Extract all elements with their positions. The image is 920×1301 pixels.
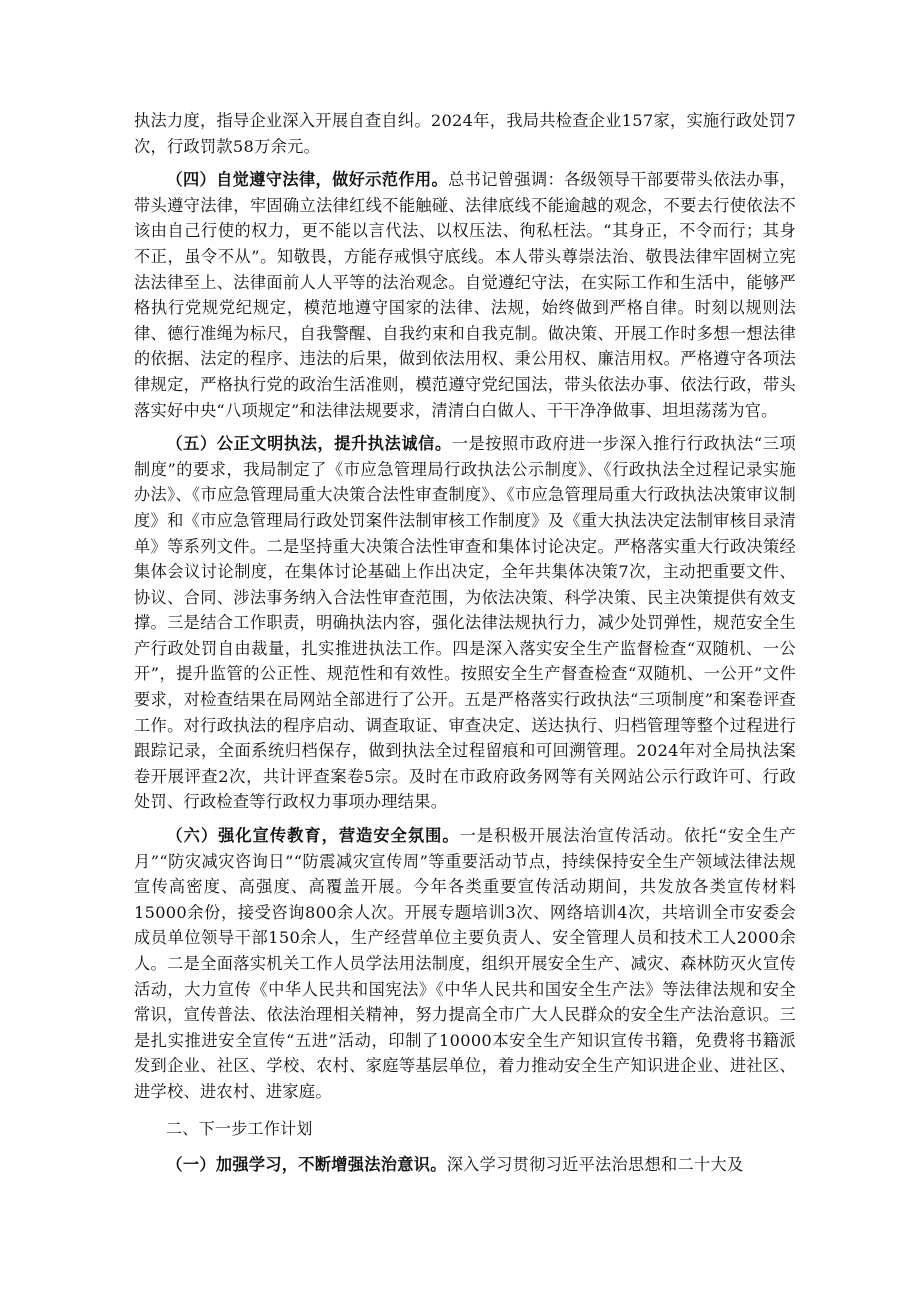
section-5-body: 一是按照市政府进一步深入推行行政执法“三项制度”的要求，我局制定了《市应急管理局行政执法公示制度》、《行政执法全过程记录实施办法》、《市应急管理局重大决策合法性审查制度》、《市应急管理局重大行政执法决策审议制度》和《市应急管理局行政处罚案件法制审核工作制度》及《重大执法决定法制审核目录清单》等系列文件。二是坚持重大决策合法性审查和集体讨论决定。严格落实重大行政决策经集体会议讨论制度，在集体讨论基础上作出决定，全年共集体决策7次，主动把重要文件、协议、合同、涉法事务纳入合法性审查范围，为依法决策、科学决策、民主决策提供有效支撑。三是结合工作职责，明确执法内容，强化法律法规执行力，减少处罚弹性，规范安全生产行政处罚自由裁量，扎实推进执法工作。四是深入落实安全生产监督检查“双随机、一公开”，提升监管的公正性、规范性和有效性。按照安全生产督查检查“双随机、一公开”文件要求，对检查结果在局网站全部进行了公开。五是严格落实行政执法“三项制度”和案卷评查工作。对行政执法的程序启动、调查取证、审查决定、送达执行、归档管理等整个过程进行跟踪记录，全面系统归档保存，做到执法全过程留痕和可回溯管理。2024年对全局执法案卷开展评查2次，共计评查案卷5宗。及时在市政府政务网等有关网站公示行政许可、行政处罚、行政检查等行政权力事项办理结果。 [134, 434, 796, 812]
plan-1-body: 深入学习贯彻习近平法治思想和二十大及 [446, 1155, 744, 1175]
section-4-heading: （四）自觉遵守法律，做好示范作用。 [166, 170, 449, 190]
paragraph-enforcement-stats [134, 108, 796, 159]
paragraph-body: 执法力度，指导企业深入开展自查自纠。2024年，我局共检查企业157家，实施行政处罚7次，行政罚款58万余元。 [134, 111, 796, 156]
section-4-body: 总书记曾强调：各级领导干部要带头依法办事，带头遵守法律，牢固确立法律红线不能触碰、法律底线不能逾越的观念，不要去行使依法不该由自己行使的权力，更不能以言代法、以权压法、徇私枉法。“其身正，不令而行；其身不正，虽令不从”。知敬畏，方能存戒惧守底线。本人带头尊崇法治、敬畏法律牢固树立宪法法律至上、法律面前人人平等的法治观念。自觉遵纪守法，在实际工作和生活中，能够严格执行党规党纪规定，模范地遵守国家的法律、法规，始终做到严格自律。时刻以规则法律、德行准绳为标尺，自我警醒、自我约束和自我克制。做决策、开展工作时多想一想法律的依据、法定的程序、违法的后果，做到依法用权、秉公用权、廉洁用权。严格遵守各项法律规定，严格执行党的政治生活准则，模范遵守党纪国法，带头依法办事、依法行政，带头落实好中央“八项规定”和法律法规要求，清清白白做人、干干净净做事、坦坦荡荡为官。 [134, 170, 796, 420]
plan-1-heading: （一）加强学习，不断增强法治意识。 [166, 1155, 447, 1175]
document-page [134, 108, 796, 1178]
chapter-heading-text: 二、下一步工作计划 [166, 1118, 313, 1138]
chapter-heading-next-steps [134, 1116, 796, 1142]
paragraph-section-6 [134, 823, 796, 1105]
section-5-heading: （五）公正文明执法，提升执法诚信。 [166, 434, 452, 454]
paragraph-section-4 [134, 167, 796, 423]
section-6-body: 一是积极开展法治宣传活动。依托“安全生产月”“防灾减灾咨询日”“防震减灾宣传周”等重要活动节点，持续保持安全生产领域法律法规宣传高密度、高强度、高覆盖开展。今年各类重要宣传活动期间，共发放各类宣传材料15000余份，接受咨询800余人次。开展专题培训3次、网络培训4次，共培训全市安委会成员单位领导干部150余人，生产经营单位主要负责人、安全管理人员和技术工人2000余人。二是全面落实机关工作人员学法用法制度，组织开展安全生产、减灾、森林防灭火宣传活动，大力宣传《中华人民共和国宪法》《中华人民共和国安全生产法》等法律法规和安全常识，宣传普法、依法治理相关精神，努力提高全市广大人民群众的安全生产法治意识。三是扎实推进安全宣传“五进”活动，印制了10000本安全生产知识宣传书籍，免费将书籍派发到企业、社区、学校、农村、家庭等基层单位，着力推动安全生产知识进企业、进社区、进学校、进农村、进家庭。 [134, 826, 796, 1101]
paragraph-section-5 [134, 431, 796, 815]
section-6-heading: （六）强化宣传教育，营造安全氛围。 [166, 826, 460, 846]
paragraph-plan-1 [134, 1152, 796, 1178]
